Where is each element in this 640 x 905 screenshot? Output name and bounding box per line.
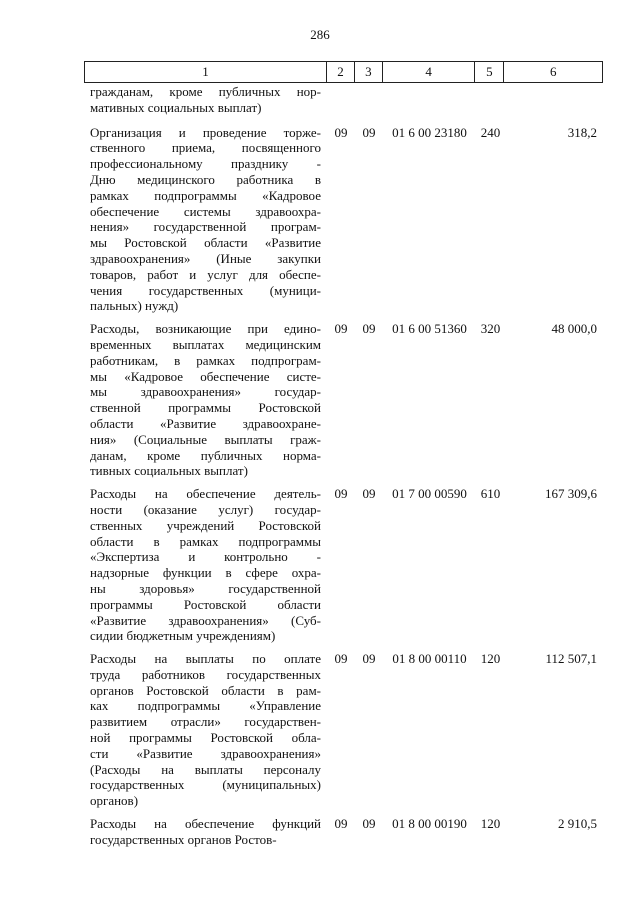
- description-line: пальных) нужд): [90, 298, 179, 314]
- subsection-code: 09: [362, 486, 376, 502]
- subsection-code: 09: [362, 124, 376, 140]
- description-line: гражданам, кроме публичных нор-: [90, 84, 321, 99]
- expense-type-code: 320: [480, 321, 501, 337]
- description-line: области в рамках подпрограммы: [90, 533, 321, 549]
- row-description: [84, 321, 327, 479]
- description-line: области «Развитие здравоохране-: [90, 415, 321, 431]
- header-col-5: 5: [475, 62, 504, 82]
- header-col-1: 1: [85, 62, 327, 82]
- description-line: Организация и проведение торже-: [90, 124, 321, 140]
- amount: 318,2: [567, 124, 597, 140]
- description-line: (Расходы на выплаты персоналу: [90, 761, 321, 777]
- description-line: государственных (муниципальных): [90, 777, 321, 793]
- description-line: здравоохранения» (Иные закупки: [90, 250, 321, 266]
- page-number: 286: [310, 27, 330, 42]
- row-description: [84, 84, 327, 116]
- row-description: [84, 486, 327, 644]
- target-article-code: 01 6 00 51360: [392, 321, 467, 337]
- description-line: «Развитие здравоохранения» (Суб-: [90, 612, 321, 628]
- description-line: временных выплатах медицинским: [90, 336, 321, 352]
- target-article-code: 01 6 00 23180: [392, 124, 467, 140]
- expense-type-code: 120: [480, 816, 501, 832]
- description-line: мы Ростовской области «Развитие: [90, 235, 321, 251]
- description-line: органов Ростовской области в рам-: [90, 682, 321, 698]
- description-line: сти «Развитие здравоохранения»: [90, 745, 321, 761]
- description-line: органов): [90, 793, 139, 809]
- subsection-code: 09: [362, 651, 376, 667]
- amount: 112 507,1: [545, 651, 597, 667]
- description-line: тивных социальных выплат): [90, 463, 248, 479]
- amount: 167 309,6: [545, 486, 597, 502]
- section-code: 09: [334, 651, 348, 667]
- description-line: нения» государственной програм-: [90, 219, 321, 235]
- description-line: профессиональному празднику -: [90, 156, 321, 172]
- description-line: программы Ростовской области: [90, 596, 321, 612]
- description-line: ственного приема, посвященного: [90, 140, 321, 156]
- section-code: 09: [334, 124, 348, 140]
- budget-table: [84, 61, 603, 855]
- expense-type-code: 610: [480, 486, 501, 502]
- description-line: мативных социальных выплат): [90, 99, 262, 115]
- expense-type-code: 120: [480, 651, 501, 667]
- description-line: Расходы на выплаты по оплате: [90, 651, 321, 667]
- table-row: [84, 125, 603, 315]
- description-line: товаров, работ и услуг для обеспе-: [90, 266, 321, 282]
- description-line: «Экспертиза и контрольно -: [90, 549, 321, 565]
- description-line: ны здоровья» государственной: [90, 580, 321, 596]
- header-col-3: 3: [355, 62, 383, 82]
- description-line: данам, кроме публичных норма-: [90, 447, 321, 463]
- table-row-continuation: [84, 84, 603, 116]
- expense-type-code: 240: [480, 124, 501, 140]
- table-header: [84, 61, 603, 83]
- row-description: [84, 125, 327, 315]
- header-col-4: 4: [383, 62, 476, 82]
- table-row: [84, 321, 603, 479]
- subsection-code: 09: [362, 816, 376, 832]
- description-line: государственных органов Ростов-: [90, 831, 277, 847]
- description-line: ности (оказание услуг) государ-: [90, 501, 321, 517]
- description-line: Дню медицинского работника в: [90, 171, 321, 187]
- description-line: ной программы Ростовской обла-: [90, 730, 321, 746]
- subsection-code: 09: [362, 321, 376, 337]
- description-line: ственной программы Ростовской: [90, 400, 321, 416]
- target-article-code: 01 7 00 00590: [392, 486, 467, 502]
- section-code: 09: [334, 816, 348, 832]
- description-line: Расходы, возникающие при едино-: [90, 321, 321, 337]
- target-article-code: 01 8 00 00110: [392, 651, 467, 667]
- description-line: Расходы на обеспечение деятель-: [90, 486, 321, 502]
- description-line: ственных учреждений Ростовской: [90, 517, 321, 533]
- description-line: надзорные функции в сфере охра-: [90, 565, 321, 581]
- description-line: рамках подпрограммы «Кадровое: [90, 187, 321, 203]
- description-line: чения государственных (муници-: [90, 282, 321, 298]
- table-row: [84, 651, 603, 809]
- amount: 2 910,5: [558, 816, 597, 832]
- table-row: [84, 486, 603, 644]
- description-line: Расходы на обеспечение функций: [90, 816, 321, 832]
- row-description: [84, 651, 327, 809]
- description-line: труда работников государственных: [90, 666, 321, 682]
- description-line: мы здравоохранения» государ-: [90, 384, 321, 400]
- description-line: обеспечение системы здравоохра-: [90, 203, 321, 219]
- target-article-code: 01 8 00 00190: [392, 816, 467, 832]
- description-line: сидии бюджетным учреждениям): [90, 628, 276, 644]
- table-row: [84, 816, 603, 848]
- header-col-6: 6: [549, 64, 557, 79]
- description-line: работникам, в рамках подпрограм-: [90, 352, 321, 368]
- header-col-2: 2: [327, 62, 355, 82]
- description-line: ния» (Социальные выплаты граж-: [90, 431, 321, 447]
- description-line: мы «Кадровое обеспечение систе-: [90, 368, 321, 384]
- description-line: развитием отрасли» государствен-: [90, 714, 321, 730]
- description-line: ках подпрограммы «Управление: [90, 698, 321, 714]
- row-description: [84, 816, 327, 848]
- section-code: 09: [334, 486, 348, 502]
- amount: 48 000,0: [551, 321, 597, 337]
- section-code: 09: [334, 321, 348, 337]
